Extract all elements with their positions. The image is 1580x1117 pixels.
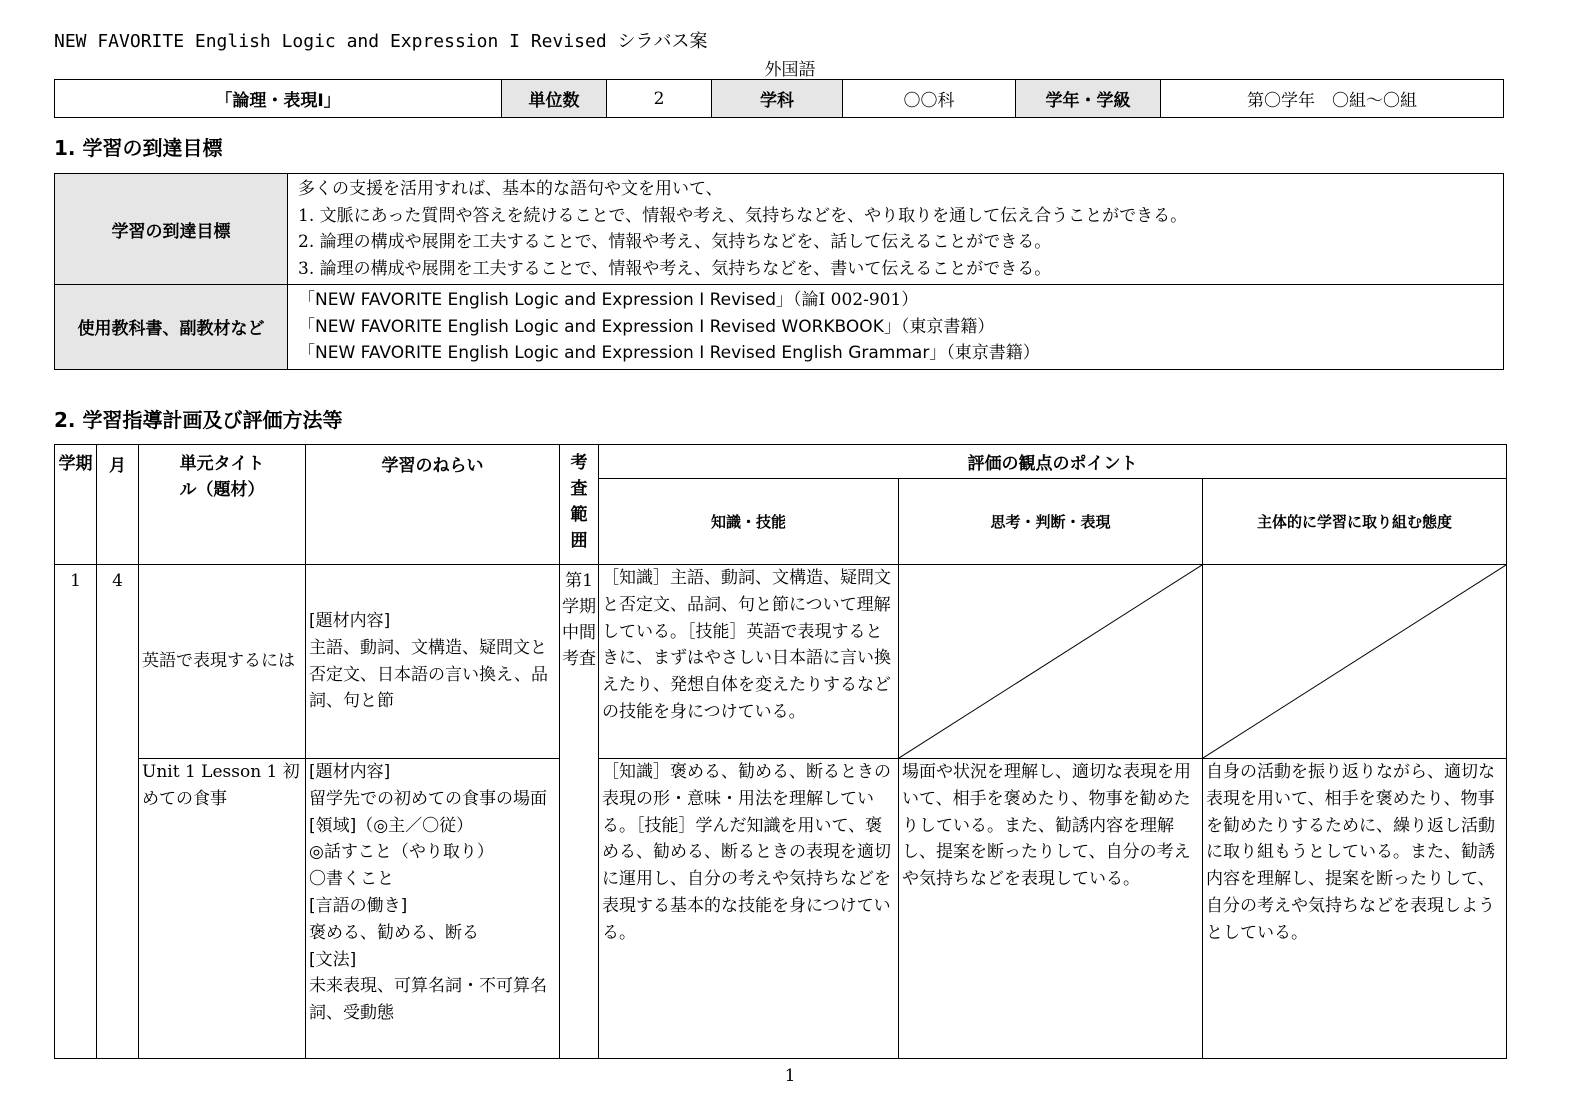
section2-title: 2. 学習指導計画及び評価方法等	[54, 408, 343, 432]
goal-line: 多くの支援を活用すれば、基本的な語句や文を用いて、	[298, 179, 723, 199]
aims-cell	[306, 759, 560, 1059]
goals-body	[288, 174, 1504, 285]
textbook-line	[298, 314, 1503, 341]
goal-line: 1. 文脈にあった質問や答えを続けることで、情報や考え、気持ちなどを、やり取りを通して伝え合うことができる。	[298, 205, 1188, 226]
aims-text: 褒める、勧める、断る	[309, 922, 479, 943]
plan-table	[54, 444, 1507, 1059]
diagonal-slash	[899, 565, 1202, 758]
textbook-title: 「NEW FAVORITE English Logic and Expression I Revised」	[298, 290, 794, 310]
credits-value: 2	[607, 80, 712, 118]
aims-tag: [題材内容]	[309, 762, 391, 782]
header-attitude: 主体的に学習に取り組む態度	[1203, 479, 1507, 565]
aims-text: 〇書くこと	[309, 869, 394, 890]
grade-label: 学年・学級	[1016, 80, 1161, 118]
textbook-note: （東京書籍）	[946, 343, 1040, 363]
diagonal-slash	[1203, 565, 1506, 758]
goals-table	[54, 173, 1504, 370]
exam-range-cell: 第1学期中間考査	[560, 565, 599, 1059]
textbook-line	[298, 340, 1503, 367]
course-name: 「論理・表現Ⅰ」	[55, 80, 502, 118]
goal-line: 3. 論理の構成や展開を工夫することで、情報や考え、気持ちなどを、書いて伝えることができる。	[298, 258, 1052, 279]
unit-title-cell: 英語で表現するには	[139, 565, 306, 759]
term-value: 1	[55, 565, 97, 1059]
textbook-note: （論Ⅰ 002-901）	[793, 290, 919, 310]
aims-tag: [文法]	[309, 949, 357, 970]
subject-area: 外国語	[764, 60, 816, 80]
textbook-title: 「NEW FAVORITE English Logic and Expression I Revised WORKBOOK」	[298, 316, 901, 337]
aims-tag: [言語の働き]	[309, 895, 408, 916]
header-thinking: 思考・判断・表現	[899, 479, 1203, 565]
textbook-line	[298, 287, 1503, 314]
header-month: 月	[97, 445, 139, 565]
header-eval-points: 評価の観点のポイント	[599, 445, 1507, 479]
aims-cell	[306, 565, 560, 759]
document-title: NEW FAVORITE English Logic and Expression I Revised シラバス案	[54, 31, 708, 52]
header-aims: 学習のねらい	[306, 445, 560, 565]
aims-tag: [領域]（◎主／〇従）	[309, 815, 474, 836]
header-knowledge: 知識・技能	[599, 479, 899, 565]
grade-value: 第〇学年 〇組～〇組	[1161, 80, 1504, 118]
knowledge-cell: ［知識］主語、動詞、文構造、疑問文と否定文、品詞、句と節について理解している。［技能］英語で表現するときに、まずはやさしい日本語に言い換えたり、発想自体を変えたりするなどの技能を身につけている。	[599, 565, 899, 759]
credits-label: 単位数	[502, 80, 607, 118]
unit-title-cell: Unit 1 Lesson 1 初めての食事	[139, 759, 306, 1059]
header-unit-title: 単元タイトル（題材）	[139, 445, 306, 565]
department-label: 学科	[712, 80, 843, 118]
month-value: 4	[97, 565, 139, 1059]
header-exam-range: 考査範囲	[560, 445, 599, 565]
textbooks-label: 使用教科書、副教材など	[55, 285, 288, 370]
textbook-note: （東京書籍）	[900, 316, 995, 337]
attitude-cell-empty	[1203, 565, 1507, 759]
header-term: 学期	[55, 445, 97, 565]
textbooks-body	[288, 285, 1504, 370]
aims-text: ◎話すこと（やり取り）	[309, 842, 494, 863]
aims-text: 留学先での初めての食事の場面	[309, 788, 547, 809]
course-header-table	[54, 79, 1504, 118]
thinking-cell-empty	[899, 565, 1203, 759]
attitude-cell: 自身の活動を振り返りながら、適切な表現を用いて、相手を褒めたり、物事を勧めたりするために、繰り返し活動に取り組もうとしている。また、勧誘内容を理解し、提案を断ったりして、自分の考えや気持ちなどを表現しようとしている。	[1203, 759, 1507, 1059]
thinking-cell: 場面や状況を理解し、適切な表現を用いて、相手を褒めたり、物事を勧めたりしている。また、勧誘内容を理解し、提案を断ったりして、自分の考えや気持ちなどを表現している。	[899, 759, 1203, 1059]
knowledge-cell: ［知識］褒める、勧める、断るときの表現の形・意味・用法を理解している。［技能］学んだ知識を用いて、褒める、勧める、断るときの表現を適切に運用し、自分の考えや気持ちなどを表現する基本的な技能を身につけている。	[599, 759, 899, 1059]
aims-tag: [題材内容]	[309, 610, 391, 631]
section1-title: 1. 学習の到達目標	[54, 136, 223, 160]
department-value: 〇〇科	[843, 80, 1016, 118]
aims-text: 主語、動詞、文構造、疑問文と否定文、日本語の言い換え、品詞、句と節	[309, 637, 549, 712]
goal-line: 2. 論理の構成や展開を工夫することで、情報や考え、気持ちなどを、話して伝えることができる。	[298, 232, 1052, 252]
aims-text: 未来表現、可算名詞・不可算名詞、受動態	[309, 976, 547, 1024]
textbook-title: 「NEW FAVORITE English Logic and Expression I Revised English Grammar」	[298, 343, 947, 363]
page-number: 1	[784, 1066, 796, 1086]
goals-label: 学習の到達目標	[55, 174, 288, 285]
